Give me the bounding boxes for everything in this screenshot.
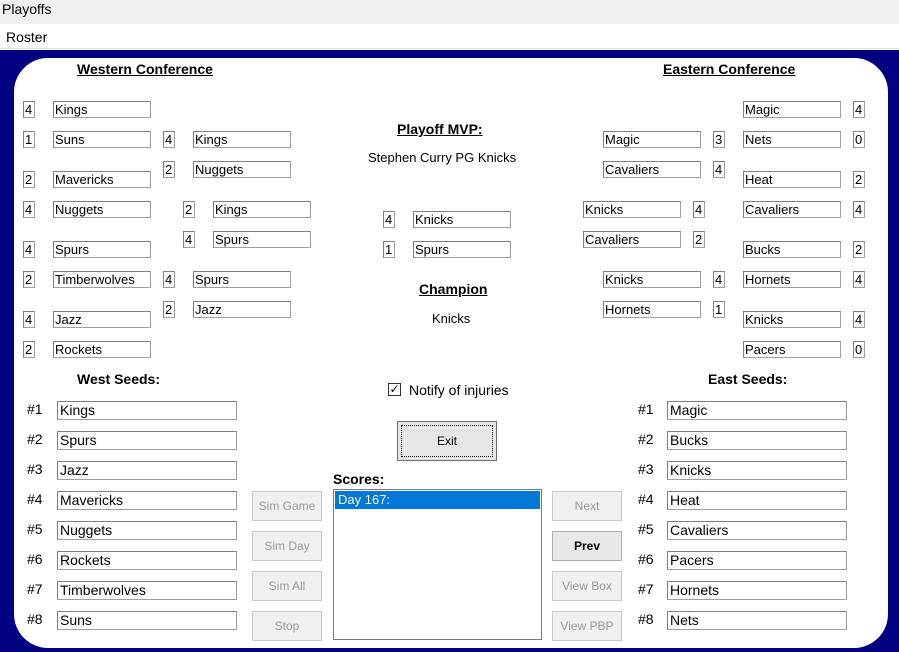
west-seed-number: #1	[27, 401, 43, 417]
west-seed-number: #7	[27, 581, 43, 597]
east-cf-team: Cavaliers	[583, 231, 681, 248]
west-r1-team: Spurs	[53, 241, 151, 258]
east-r1-wins: 2	[853, 241, 865, 258]
east-seed-team: Heat	[667, 491, 847, 510]
west-r1-team: Kings	[53, 101, 151, 118]
east-seed-number: #1	[638, 401, 654, 417]
west-seed-team: Timberwolves	[57, 581, 237, 600]
west-r2-team: Spurs	[193, 271, 291, 288]
west-cf-team: Kings	[213, 201, 311, 218]
east-r2-team: Magic	[603, 131, 701, 148]
scores-list-item[interactable]: Day 167:	[335, 491, 540, 509]
west-r1-team: Timberwolves	[53, 271, 151, 288]
west-r2-wins: 4	[163, 131, 175, 148]
east-r1-team: Nets	[743, 131, 841, 148]
east-r2-team: Knicks	[603, 271, 701, 288]
west-seed-team: Jazz	[57, 461, 237, 480]
view-pbp-button[interactable]: View PBP	[552, 611, 622, 641]
east-r2-wins: 4	[713, 161, 725, 178]
notify-injuries-checkbox[interactable]: ✓	[389, 382, 400, 396]
west-seed-team: Spurs	[57, 431, 237, 450]
west-r2-team: Nuggets	[193, 161, 291, 178]
east-conference-header: Eastern Conference	[663, 61, 796, 77]
west-r1-seed: 1	[23, 131, 35, 148]
scores-list[interactable]	[333, 489, 542, 640]
west-seed-number: #5	[27, 521, 43, 537]
east-r2-team: Cavaliers	[603, 161, 701, 178]
sim-game-button[interactable]: Sim Game	[252, 491, 322, 521]
west-r2-wins: 2	[163, 161, 175, 178]
east-r2-team: Hornets	[603, 301, 701, 318]
window-title: Playoffs	[2, 1, 52, 17]
west-r2-wins: 2	[163, 301, 175, 318]
exit-button[interactable]: Exit	[397, 421, 497, 461]
east-r1-wins: 2	[853, 171, 865, 188]
sim-day-button[interactable]: Sim Day	[252, 531, 322, 561]
stop-button[interactable]: Stop	[252, 611, 322, 641]
menu-roster[interactable]: Roster	[6, 29, 48, 45]
east-r1-wins: 0	[853, 341, 865, 358]
west-r1-team: Nuggets	[53, 201, 151, 218]
east-r1-wins: 4	[853, 271, 865, 288]
east-seed-number: #8	[638, 611, 654, 627]
west-r2-wins: 4	[163, 271, 175, 288]
west-seed-team: Mavericks	[57, 491, 237, 510]
west-r1-team: Jazz	[53, 311, 151, 328]
west-seeds-label: West Seeds:	[77, 371, 160, 387]
west-seed-team: Suns	[57, 611, 237, 630]
east-r1-wins: 4	[853, 201, 865, 218]
west-seed-number: #6	[27, 551, 43, 567]
east-seed-team: Nets	[667, 611, 847, 630]
east-r1-team: Heat	[743, 171, 841, 188]
champion-label: Champion	[419, 281, 488, 297]
next-button[interactable]: Next	[552, 491, 622, 521]
east-r1-wins: 0	[853, 131, 865, 148]
west-cf-wins: 2	[183, 201, 195, 218]
west-r1-team: Suns	[53, 131, 151, 148]
east-r1-wins: 4	[853, 101, 865, 118]
east-r2-wins: 4	[713, 271, 725, 288]
west-cf-wins: 4	[183, 231, 195, 248]
east-seed-team: Cavaliers	[667, 521, 847, 540]
notify-injuries-label: Notify of injuries	[409, 382, 509, 398]
west-conference-header: Western Conference	[77, 61, 213, 77]
finals-wins: 1	[383, 241, 395, 258]
east-r1-team: Magic	[743, 101, 841, 118]
west-seed-number: #4	[27, 491, 43, 507]
east-cf-team: Knicks	[583, 201, 681, 218]
west-seed-team: Kings	[57, 401, 237, 420]
champion-value: Knicks	[432, 311, 471, 326]
east-seed-number: #7	[638, 581, 654, 597]
west-r1-seed: 2	[23, 171, 35, 188]
east-r1-team: Knicks	[743, 311, 841, 328]
scores-label: Scores:	[333, 471, 385, 487]
west-r1-seed: 2	[23, 341, 35, 358]
east-r1-wins: 4	[853, 311, 865, 328]
west-seed-team: Rockets	[57, 551, 237, 570]
west-r1-team: Mavericks	[53, 171, 151, 188]
east-seed-team: Bucks	[667, 431, 847, 450]
east-seed-number: #6	[638, 551, 654, 567]
west-r1-team: Rockets	[53, 341, 151, 358]
mvp-label: Playoff MVP:	[397, 121, 483, 137]
east-cf-wins: 2	[693, 231, 705, 248]
west-seed-number: #8	[27, 611, 43, 627]
east-seed-number: #3	[638, 461, 654, 477]
east-seeds-label: East Seeds:	[708, 371, 788, 387]
west-r1-seed: 4	[23, 201, 35, 218]
east-seed-team: Hornets	[667, 581, 847, 600]
sim-all-button[interactable]: Sim All	[252, 571, 322, 601]
east-r1-team: Cavaliers	[743, 201, 841, 218]
east-seed-number: #2	[638, 431, 654, 447]
title-bar	[0, 0, 899, 24]
mvp-value: Stephen Curry PG Knicks	[368, 150, 517, 165]
east-r2-wins: 1	[713, 301, 725, 318]
menu-bar	[0, 24, 899, 49]
west-seed-number: #3	[27, 461, 43, 477]
finals-team: Knicks	[413, 211, 511, 228]
west-r1-seed: 4	[23, 311, 35, 328]
west-r1-seed: 4	[23, 101, 35, 118]
west-r1-seed: 2	[23, 271, 35, 288]
west-cf-team: Spurs	[213, 231, 311, 248]
east-seed-number: #4	[638, 491, 654, 507]
finals-team: Spurs	[413, 241, 511, 258]
east-r2-wins: 3	[713, 131, 725, 148]
east-cf-wins: 4	[693, 201, 705, 218]
west-r2-team: Kings	[193, 131, 291, 148]
view-box-button[interactable]: View Box	[552, 571, 622, 601]
east-seed-number: #5	[638, 521, 654, 537]
east-seed-team: Magic	[667, 401, 847, 420]
west-seed-team: Nuggets	[57, 521, 237, 540]
prev-button[interactable]: Prev	[552, 531, 622, 561]
east-r1-team: Pacers	[743, 341, 841, 358]
east-seed-team: Knicks	[667, 461, 847, 480]
east-r1-team: Hornets	[743, 271, 841, 288]
west-r2-team: Jazz	[193, 301, 291, 318]
west-seed-number: #2	[27, 431, 43, 447]
east-seed-team: Pacers	[667, 551, 847, 570]
finals-wins: 4	[383, 211, 395, 228]
east-r1-team: Bucks	[743, 241, 841, 258]
west-r1-seed: 4	[23, 241, 35, 258]
